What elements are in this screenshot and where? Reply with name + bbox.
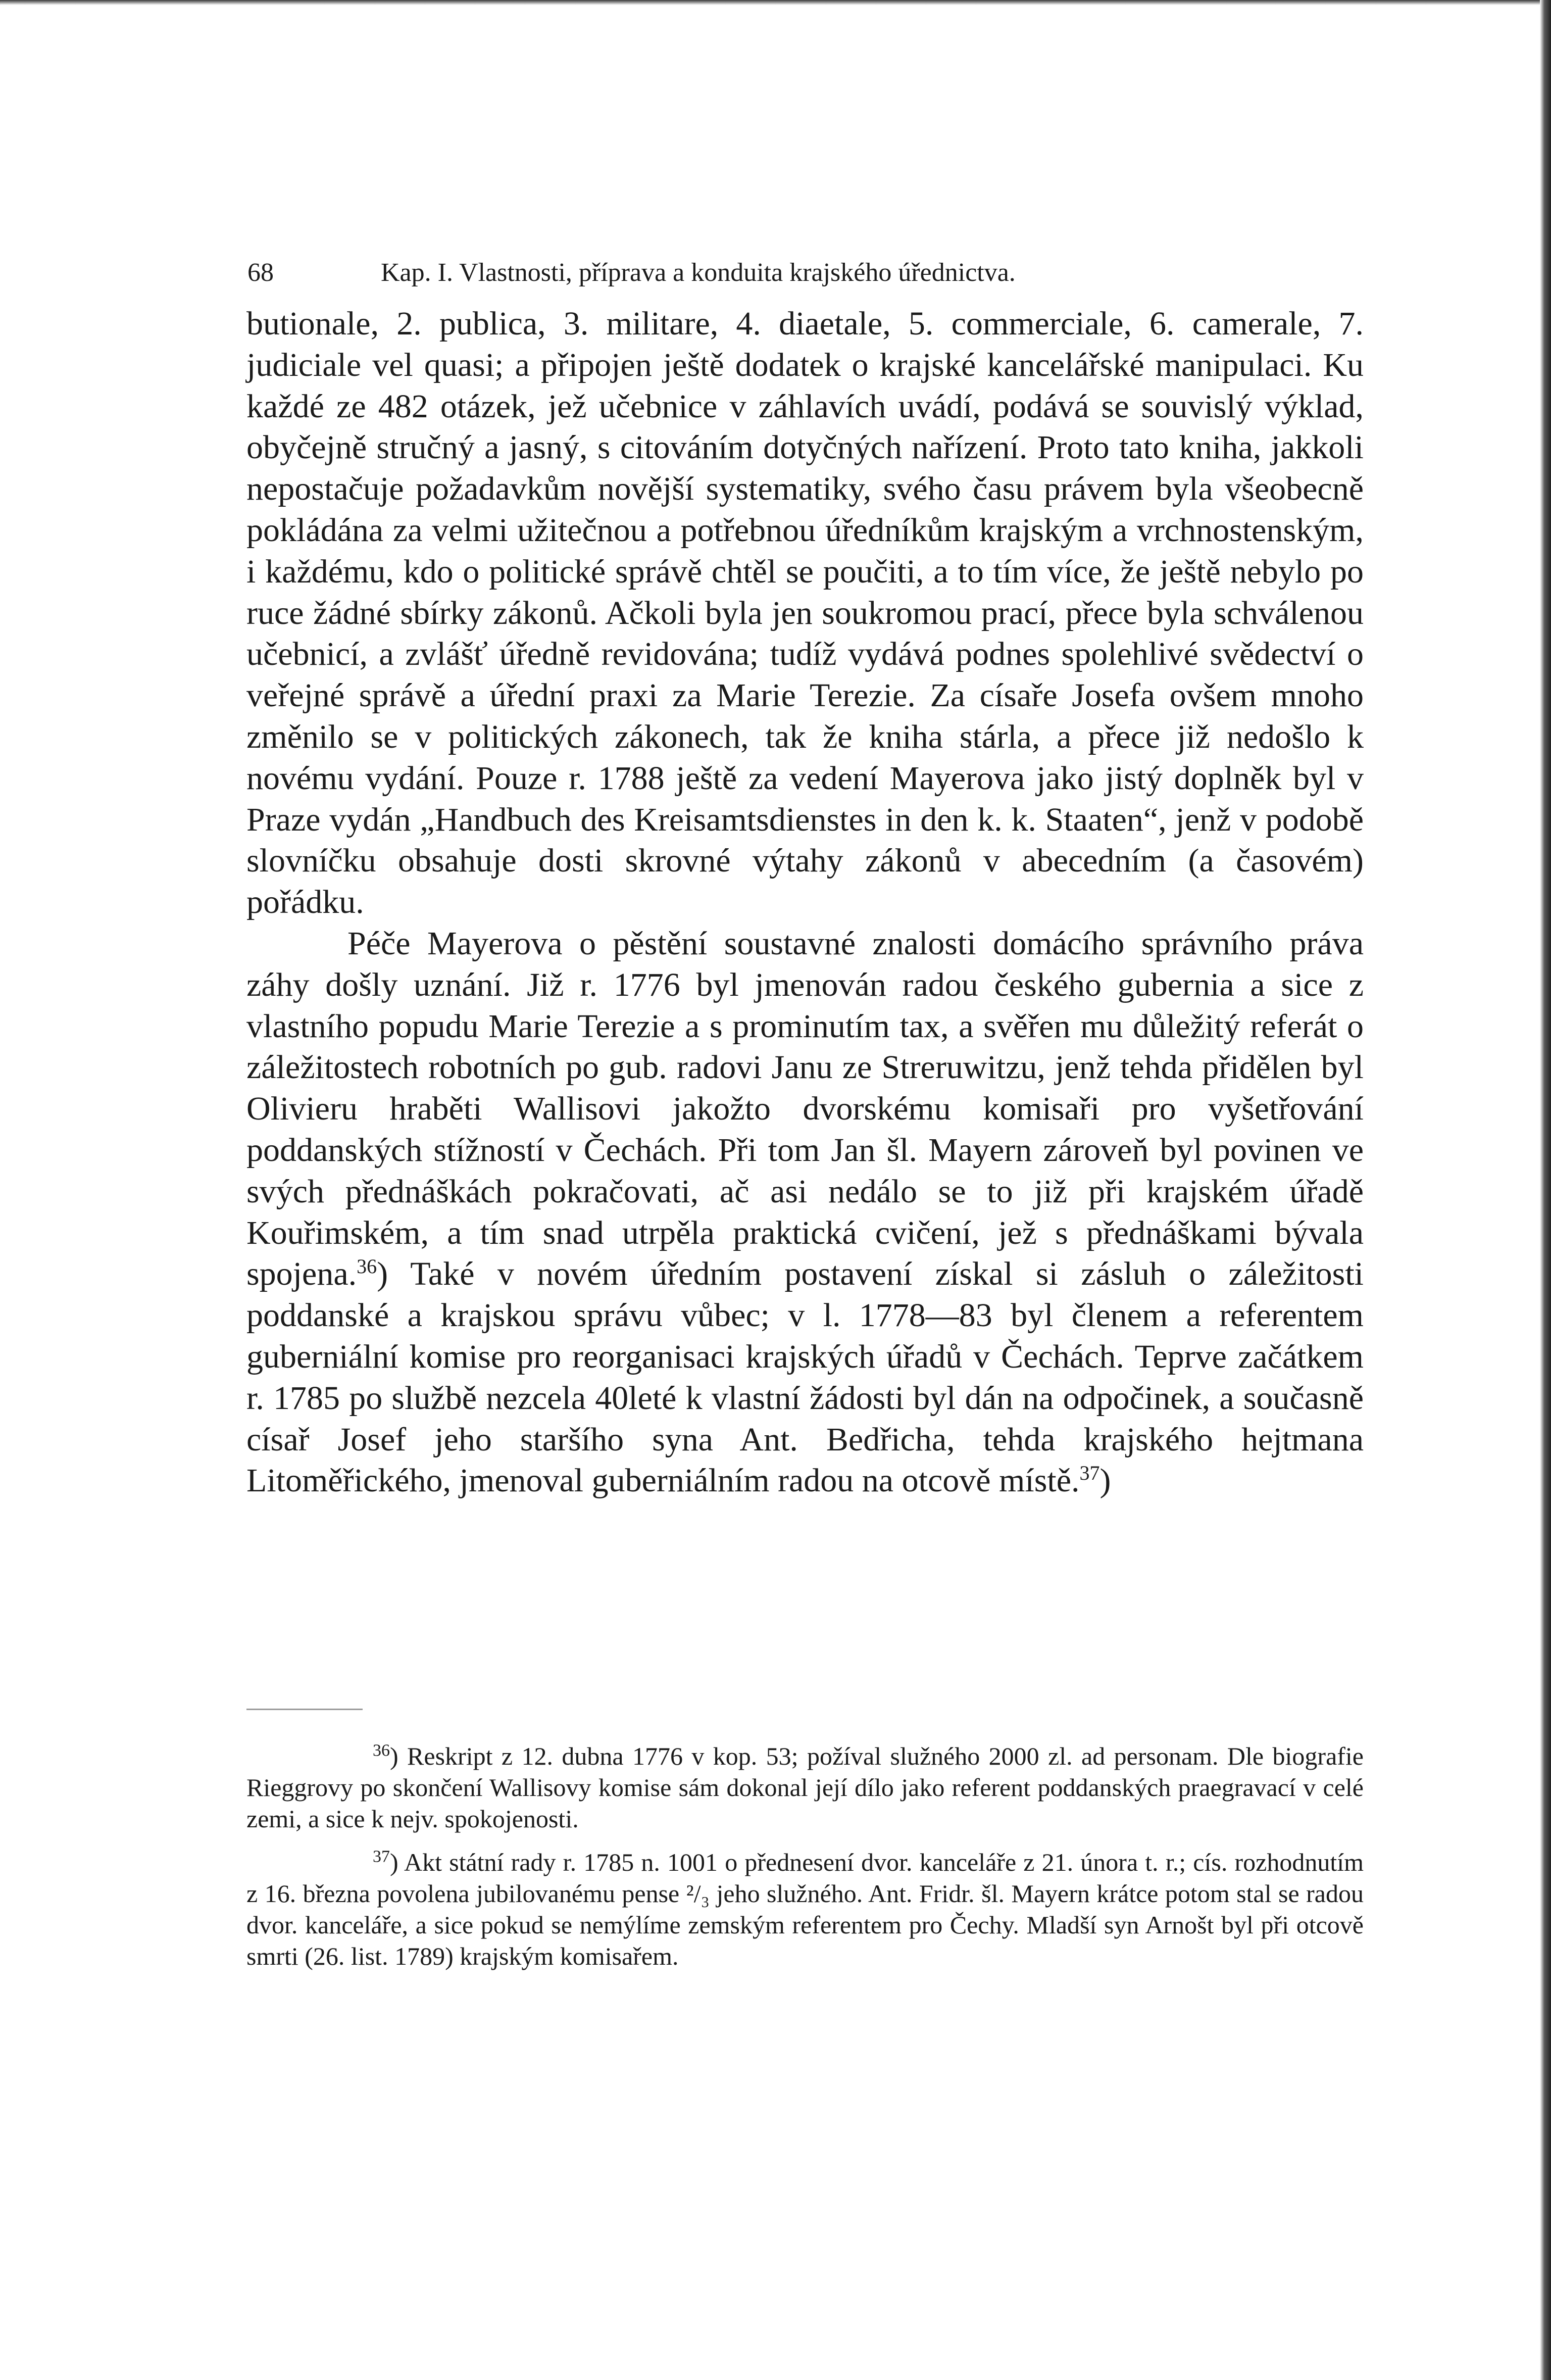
footnote-37-mark: 37 bbox=[373, 1847, 390, 1866]
paragraph-2 bbox=[246, 923, 1364, 1501]
paragraph-2-part-b: ) Také v novém úředním postavení získal si zásluh o záležitosti poddanské a krajskou správu vůbec; v l. 1778—83 byl členem a referentem guberniální komise pro reorganisaci krajských úřadů v Čechách. Teprve začátkem r. 1785 po službě nezcela 40leté k vlastní žádosti byl dán na odpočinek, a současně císař Josef jeho staršího syna Ant. Bedřicha, tehda krajského hejtmana Litoměřického, jmenoval guberniálním radou na otcově místě. bbox=[246, 1255, 1364, 1499]
footnote-37 bbox=[246, 1847, 1364, 1972]
footnote-37-text-b: jeho služného. Ant. Fridr. šl. Mayern krátce potom stal se radou dvor. kanceláře, a sice pokud se nemýlíme zemským referentem pro Čechy. Mladší syn Arnošt byl při otcově smrti (26. list. 1789) krajským komisařem. bbox=[246, 1879, 1364, 1970]
footnotes bbox=[246, 1740, 1364, 1972]
footnote-divider bbox=[246, 1709, 363, 1710]
page-number: 68 bbox=[247, 258, 274, 287]
paragraph-1: butionale, 2. publica, 3. militare, 4. diaetale, 5. commerciale, 6. camerale, 7. judiciale vel quasi; a připojen ještě dodatek o krajské kancelářské manipulaci. Ku každé ze 482 otázek, jež učebnice v záhlavích uvádí, podává se souvislý výklad, obyčejně stručný a jasný, s citováním dotyčných nařízení. Proto tato kniha, jakkoli nepostačuje požadavkům novější systematiky, svého času právem byla všeobecně pokládána za velmi užitečnou a potřebnou úředníkům krajským a vrchnostenským, i každému, kdo o politické správě chtěl se poučiti, a to tím více, že ještě nebylo po ruce žádné sbírky zákonů. Ačkoli byla jen soukromou prací, přece byla schválenou učebnicí, a zvlášť úředně revidována; tudíž vydává podnes spolehlivé svědectví o veřejné správě a úřední praxi za Marie Terezie. Za císaře Josefa ovšem mnoho změnilo se v politických zákonech, tak že kniha stárla, a přece již nedošlo k novému vydání. Pouze r. 1788 ještě za vedení Mayerova jako jistý doplněk byl v Praze vydán „Handbuch des Kreisamtsdienstes in den k. k. Staaten“, jenž v podobě slovníčku obsahuje dosti skrovné výtahy zákonů v abecedním (a časovém) pořádku. bbox=[246, 305, 1364, 921]
running-title: Kap. I. Vlastnosti, příprava a konduita krajského úřednictva. bbox=[381, 258, 1016, 287]
footnote-37-fraction: ²/₃ bbox=[686, 1879, 710, 1908]
paragraph-2-close: ) bbox=[1099, 1462, 1111, 1499]
footnote-ref-37: 37 bbox=[1079, 1462, 1100, 1485]
footnote-36 bbox=[246, 1740, 1364, 1834]
footnote-36-mark: 36 bbox=[373, 1741, 390, 1760]
scan-edge-top bbox=[0, 0, 1551, 5]
footnote-ref-36: 36 bbox=[357, 1255, 377, 1278]
paragraph-2-part-a: Péče Mayerova o pěstění soustavné znalosti domácího správního práva záhy došly uznání. Již r. 1776 byl jmenován radou českého gubernia a sice z vlastního popudu Marie Terezie a s prominutím tax, a svěřen mu důležitý referát o záležitostech robotních po gub. radovi Janu ze Streruwitzu, jenž tehda přidělen byl Olivieru hraběti Wallisovi jakožto dvorskému komisaři pro vyšetřování poddanských stížností v Čechách. Při tom Jan šl. Mayern zároveň byl povinen ve svých přednáškách pokračovati, ač asi nedálo se to již při krajském úřadě Kouřimském, a tím snad utrpěla praktická cvičení, jež s přednáškami bývala spojena. bbox=[246, 925, 1364, 1293]
main-text bbox=[246, 303, 1364, 1501]
page-header bbox=[247, 253, 1364, 293]
footnote-37-text-a: ) Akt státní rady r. 1785 n. 1001 o přednesení dvor. kanceláře z 21. února t. r.; cís. rozhodnutím z 16. března povolena jubilovanému pense bbox=[246, 1848, 1364, 1908]
footnote-36-text: ) Reskript z 12. dubna 1776 v kop. 53; požíval služného 2000 zl. ad personam. Dle biografie Rieggrovy po skončení Wallisovy komise sám dokonal její dílo jako referent poddanských praegravací v celé zemi, a sice k nejv. spokojenosti. bbox=[246, 1742, 1364, 1833]
scan-edge-right bbox=[1540, 0, 1551, 2380]
